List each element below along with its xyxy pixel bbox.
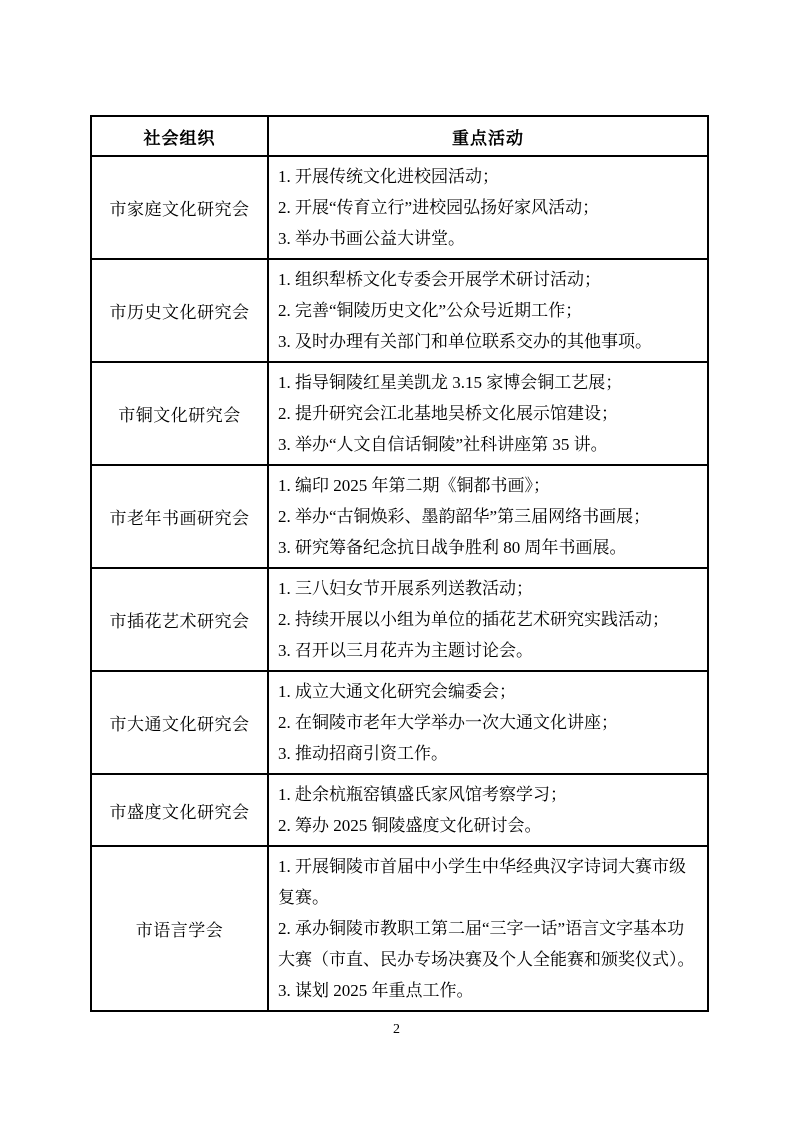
table-row xyxy=(91,774,708,846)
activity-item: 3. 推动招商引资工作。 xyxy=(278,744,448,763)
org-cell: 市盛度文化研究会 xyxy=(91,774,268,846)
activities-cell xyxy=(268,774,708,846)
org-cell: 市大通文化研究会 xyxy=(91,671,268,774)
table-row xyxy=(91,671,708,774)
activities-cell xyxy=(268,568,708,671)
activities-cell xyxy=(268,465,708,568)
table-row xyxy=(91,156,708,259)
table-row xyxy=(91,568,708,671)
activity-item: 3. 研究筹备纪念抗日战争胜利 80 周年书画展。 xyxy=(278,538,627,557)
org-cell: 市老年书画研究会 xyxy=(91,465,268,568)
table-body xyxy=(91,156,708,1011)
activities-cell xyxy=(268,259,708,362)
activity-item: 1. 开展传统文化进校园活动； xyxy=(278,167,499,186)
activity-item: 1. 指导铜陵红星美凯龙 3.15 家博会铜工艺展； xyxy=(278,373,623,392)
activity-item: 2. 持续开展以小组为单位的插花艺术研究实践活动； xyxy=(278,610,669,629)
org-cell: 市历史文化研究会 xyxy=(91,259,268,362)
activity-item: 1. 编印 2025 年第二期《铜都书画》； xyxy=(278,476,550,495)
activities-cell xyxy=(268,846,708,1011)
activity-item: 2. 在铜陵市老年大学举办一次大通文化讲座； xyxy=(278,713,618,732)
activity-item: 2. 提升研究会江北基地吴桥文化展示馆建设； xyxy=(278,404,618,423)
activities-cell xyxy=(268,671,708,774)
org-cell: 市铜文化研究会 xyxy=(91,362,268,465)
activity-item: 3. 召开以三月花卉为主题讨论会。 xyxy=(278,641,533,660)
activity-item: 1. 组织犁桥文化专委会开展学术研讨活动； xyxy=(278,270,601,289)
activities-cell xyxy=(268,156,708,259)
activity-item: 3. 举办“人文自信话铜陵”社科讲座第 35 讲。 xyxy=(278,435,608,454)
activity-item: 1. 三八妇女节开展系列送教活动； xyxy=(278,579,533,598)
table-row xyxy=(91,846,708,1011)
table-header-row xyxy=(91,116,708,156)
activity-item: 1. 成立大通文化研究会编委会； xyxy=(278,682,516,701)
activity-item: 3. 举办书画公益大讲堂。 xyxy=(278,229,465,248)
table-row xyxy=(91,362,708,465)
activity-item: 1. 赴余杭瓶窑镇盛氏家风馆考察学习； xyxy=(278,785,567,804)
activity-item: 2. 承办铜陵市教职工第二届“三字一话”语言文字基本功大赛（市直、民办专场决赛及个人全能赛和颁奖仪式）。 xyxy=(278,919,695,969)
activity-item: 2. 开展“传育立行”进校园弘扬好家风活动； xyxy=(278,198,600,217)
activities-cell xyxy=(268,362,708,465)
org-cell: 市插花艺术研究会 xyxy=(91,568,268,671)
organizations-activities-table xyxy=(90,115,709,1012)
activity-item: 2. 举办“古铜焕彩、墨韵韶华”第三届网络书画展； xyxy=(278,507,651,526)
activity-item: 1. 开展铜陵市首届中小学生中华经典汉字诗词大赛市级复赛。 xyxy=(278,857,686,907)
activity-item: 2. 筹办 2025 铜陵盛度文化研讨会。 xyxy=(278,816,542,835)
header-key-activities: 重点活动 xyxy=(268,116,708,156)
organizations-activities-table-wrap xyxy=(90,115,707,1012)
table-row xyxy=(91,259,708,362)
activity-item: 2. 完善“铜陵历史文化”公众号近期工作； xyxy=(278,301,583,320)
activity-item: 3. 谋划 2025 年重点工作。 xyxy=(278,981,474,1000)
page-number: 2 xyxy=(393,1022,400,1037)
org-cell: 市语言学会 xyxy=(91,846,268,1011)
org-cell: 市家庭文化研究会 xyxy=(91,156,268,259)
header-social-organization: 社会组织 xyxy=(91,116,268,156)
table-header xyxy=(91,116,708,156)
activity-item: 3. 及时办理有关部门和单位联系交办的其他事项。 xyxy=(278,332,652,351)
table-row xyxy=(91,465,708,568)
